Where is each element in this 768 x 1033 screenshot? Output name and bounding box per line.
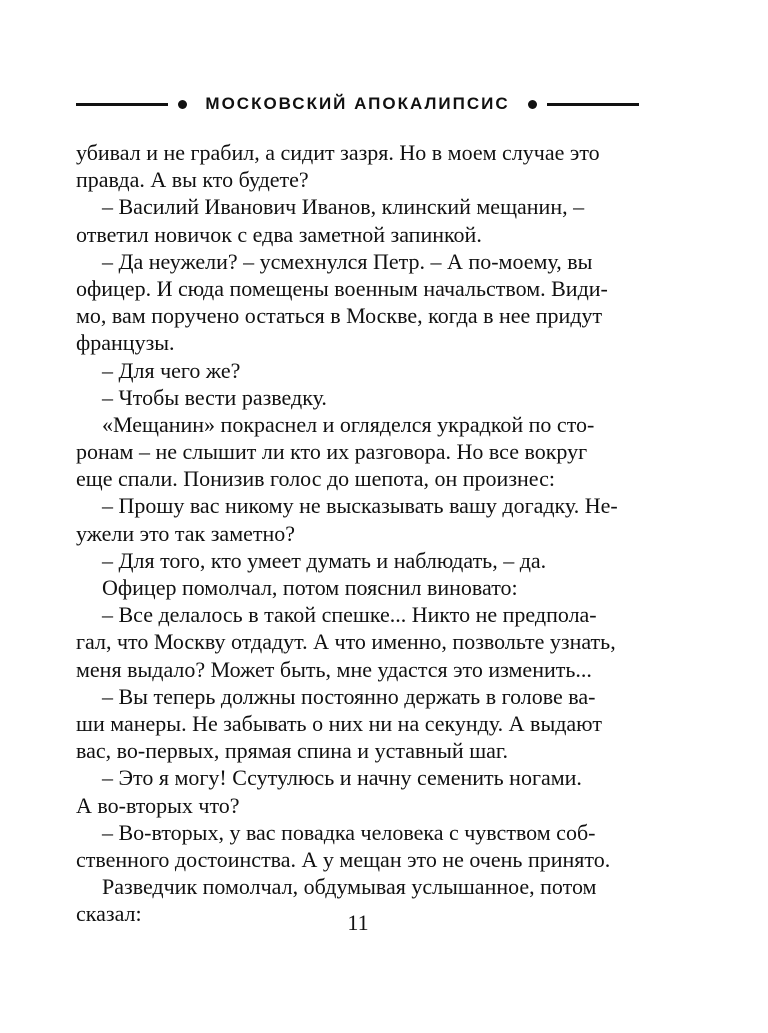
text-line: ужели это так заметно? — [76, 520, 296, 546]
text-line: сказал: — [76, 901, 142, 927]
text-line: убивал и не грабил, а сидит зазря. Но в моем случае это — [76, 140, 600, 165]
header-right-rule — [547, 103, 639, 106]
text-line: Офицер помолчал, потом пояснил виновато: — [102, 575, 518, 600]
text-line: – Для того, кто умеет думать и наблюдать, – да. — [102, 547, 547, 573]
text-line: Разведчик помолчал, обдумывая услышанное, потом — [102, 874, 597, 900]
text-line: – Во-вторых, у вас повадка человека с чувством соб- — [102, 819, 596, 845]
text-line: меня выдало? Может быть, мне удастся это изменить... — [76, 656, 592, 682]
text-line: – Для чего же? — [102, 357, 241, 383]
header-right-bullet — [528, 100, 537, 109]
text-line: ши манеры. Не забывать о них ни на секунду. А выдают — [76, 710, 602, 736]
text-line: ронам – не слышит ли кто их разговора. Но все вокруг — [76, 439, 588, 465]
text-line: вас, во-первых, прямая спина и уставный шаг. — [76, 738, 508, 764]
text-line: офицер. И сюда помещены военным начальством. Види- — [76, 275, 608, 301]
text-line: ственного достоинства. А у мещан это не очень принято. — [76, 846, 611, 872]
text-line: – Все делалось в такой спешке... Никто не предпола- — [102, 602, 597, 628]
text-line: «Мещанин» покраснел и огляделся украдкой по сто- — [102, 411, 595, 437]
running-header — [76, 90, 639, 118]
text-line: – Да неужели? – усмехнулся Петр. – А по-моему, вы — [102, 248, 593, 274]
text-line: французы. — [76, 330, 175, 356]
text-line: ответил новичок с едва заметной запинкой. — [76, 221, 482, 247]
text-line: А во-вторых что? — [76, 792, 240, 818]
text-line: – Вы теперь должны постоянно держать в голове ва- — [102, 683, 596, 709]
text-line: – Василий Иванович Иванов, клинский мещанин, – — [102, 194, 585, 220]
header-left-bullet — [178, 100, 187, 109]
running-title: МОСКОВСКИЙ АПОКАЛИПСИС — [205, 94, 510, 113]
text-line: – Это я могу! Ссутулюсь и начну семенить ногами. — [102, 765, 582, 791]
text-line: еще спали. Понизив голос до шепота, он произнес: — [76, 466, 555, 492]
text-line: мо, вам поручено остаться в Москве, когда в нее придут — [76, 303, 603, 329]
header-left-rule — [76, 103, 168, 106]
text-line: – Прошу вас никому не высказывать вашу догадку. Не- — [102, 493, 618, 519]
text-line: – Чтобы вести разведку. — [102, 384, 327, 410]
text-line: правда. А вы кто будете? — [76, 167, 309, 193]
body-text — [76, 139, 639, 927]
page-number: 11 — [347, 910, 369, 935]
text-line: гал, что Москву отдадут. А что именно, позвольте узнать, — [76, 629, 616, 655]
